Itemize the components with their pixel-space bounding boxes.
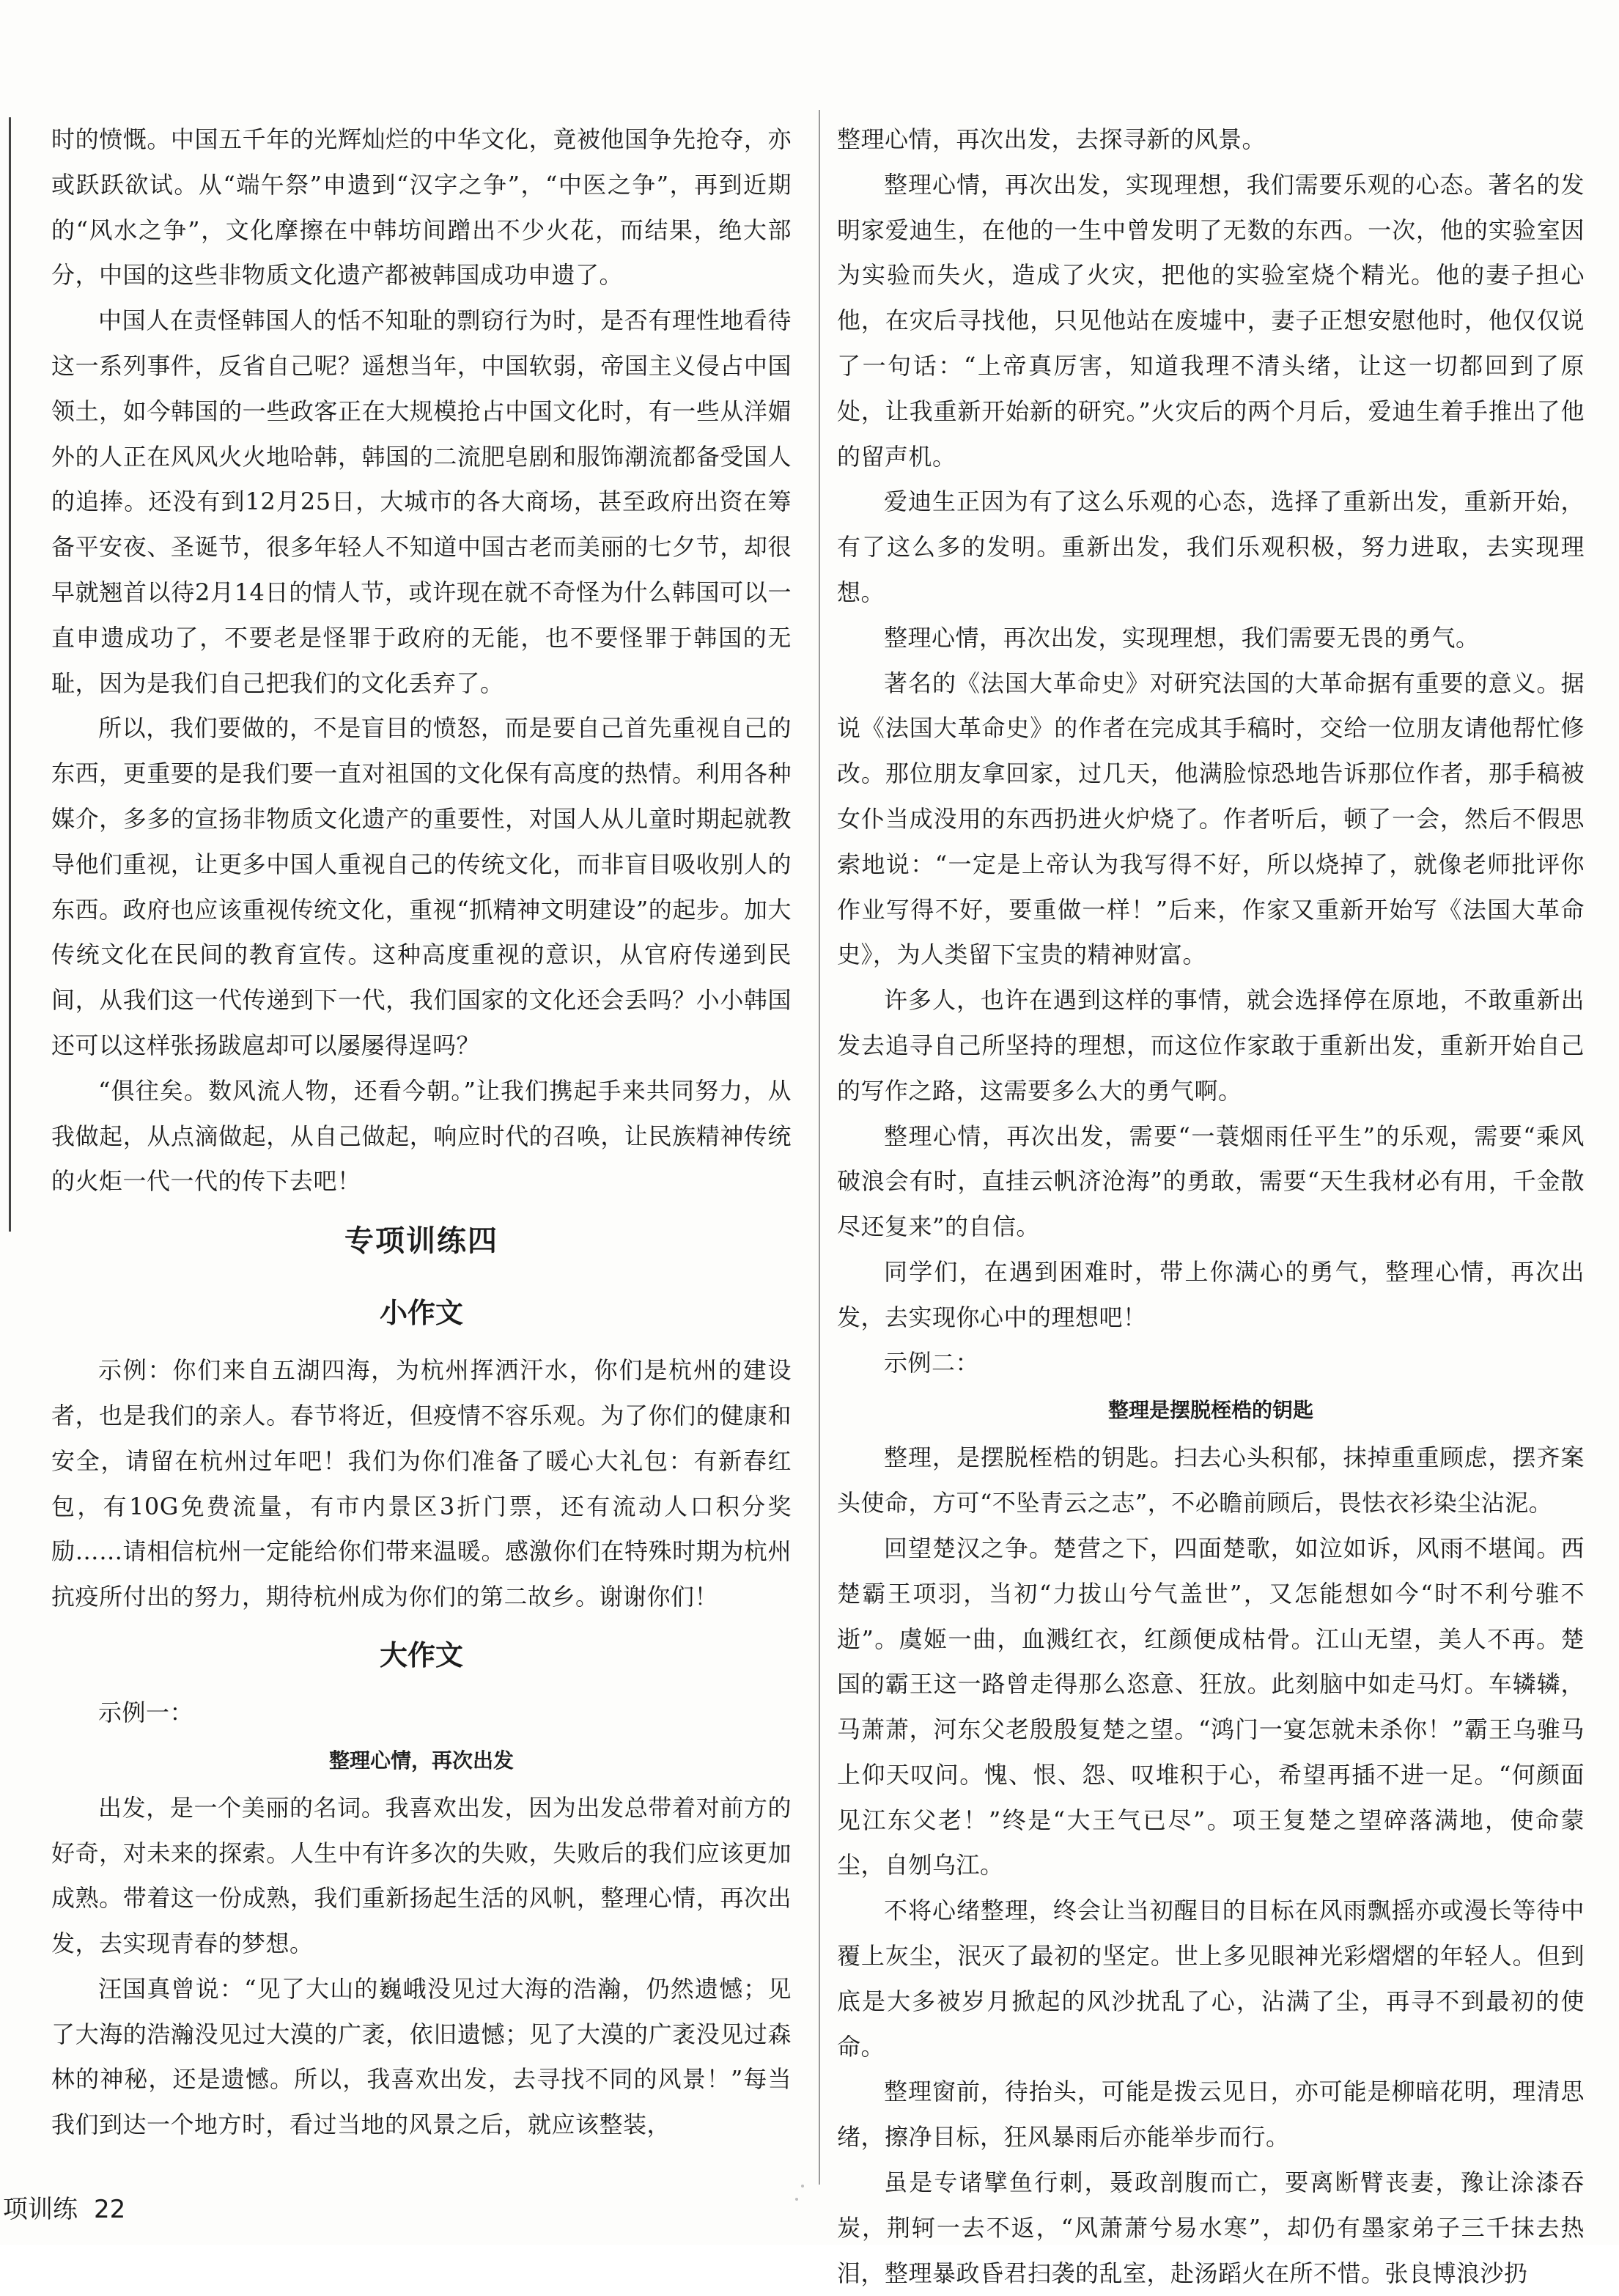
scan-speck <box>801 2185 804 2188</box>
paragraph: 整理心情，再次出发，需要“一蓑烟雨任平生”的乐观，需要“乘风破浪会有时，直挂云帆济沧海”的勇敢，需要“天生我材必有用，千金散尽还复来”的自信。 <box>837 1122 1585 1241</box>
paragraph: 整理心情，再次出发，实现理想，我们需要无畏的勇气。 <box>884 623 1480 652</box>
binding-rule <box>9 117 11 1232</box>
paragraph: 出发，是一个美丽的名词。我喜欢出发，因为出发总带着对前方的好奇，对未来的探索。人生中有许多次的失败，失败后的我们应该更加成熟。带着这一份成熟，我们重新扬起生活的风帆，整理心情，再次出发，去实现青春的梦想。 <box>51 1793 792 1958</box>
column-divider <box>819 110 820 2185</box>
scan-speck <box>795 2198 798 2201</box>
essay-one-title: 整理心情，再次出发 <box>328 1748 514 1773</box>
paragraph: “俱往矣。数风流人物，还看今朝。”让我们携起手来共同努力，从我做起，从点滴做起，从自己做起，响应时代的召唤，让民族精神传统的火炬一代一代的传下去吧！ <box>51 1076 792 1196</box>
essay-two-title: 整理是摆脱桎梏的钥匙 <box>1107 1398 1313 1423</box>
paragraph: 汪国真曾说：“见了大山的巍峨没见过大海的浩瀚，仍然遗憾；见了大海的浩瀚没见过大漠的广袤，依旧遗憾；见了大漠的广袤没见过森林的神秘，还是遗憾。所以，我喜欢出发，去寻找不同的风景！”每当我们到达一个地方时，看过当地的风景之后，就应该整装， <box>51 1974 792 2139</box>
paragraph: 时的愤慨。中国五千年的光辉灿烂的中华文化，竟被他国争先抢夺，亦或跃跃欲试。从“端午祭”申遗到“汉字之争”，“中医之争”，再到近期的“风水之争”，文化摩擦在中韩坊间蹭出不少火花，而结果，绝大部分，中国的这些非物质文化遗产都被韩国成功申遗了。 <box>51 125 792 290</box>
paragraph: 整理心情，再次出发，实现理想，我们需要乐观的心态。著名的发明家爱迪生，在他的一生中曾发明了无数的东西。一次，他的实验室因为实验而失火，造成了火灾，把他的实验室烧个精光。他的妻子担心他，在灾后寻找他，只见他站在废墟中，妻子正想安慰他时，他仅仅说了一句话：“上帝真厉害，知道我理不清头绪，让这一切都回到了原处，让我重新开始新的研究。”火灾后的两个月后，爱迪生着手推出了他的留声机。 <box>837 170 1585 471</box>
small-essay-text: 示例：你们来自五湖四海，为杭州挥洒汗水，你们是杭州的建设者，也是我们的亲人。春节将近，但疫情不容乐观。为了你们的健康和安全，请留在杭州过年吧！我们为你们准备了暖心大礼包：有新春红包，有10G免费流量，有市内景区3折门票，还有流动人口积分奖励……请相信杭州一定能给你们带来温暖。感激你们在特殊时期为杭州抗疫所付出的努力，期待杭州成为你们的第二故乡。谢谢你们！ <box>51 1356 792 1611</box>
paragraph: 许多人，也许在遇到这样的事情，就会选择停在原地，不敢重新出发去追寻自己所坚持的理想，而这位作家敢于重新出发，重新开始自己的写作之路，这需要多么大的勇气啊。 <box>837 986 1585 1105</box>
paragraph: 不将心绪整理，终会让当初醒目的目标在风雨飘摇亦或漫长等待中覆上灰尘，泯灭了最初的坚定。世上多见眼神光彩熠熠的年轻人。但到底是大多被岁月掀起的风沙扰乱了心，沾满了尘，再寻不到最初的使命。 <box>837 1896 1585 2061</box>
left-column <box>51 117 792 2148</box>
paragraph: 同学们，在遇到困难时，带上你满心的勇气，整理心情，再次出发，去实现你心中的理想吧！ <box>837 1257 1585 1331</box>
paragraph: 中国人在责怪韩国人的恬不知耻的剽窃行为时，是否有理性地看待这一系列事件，反省自己呢？遥想当年，中国软弱，帝国主义侵占中国领土，如今韩国的一些政客正在大规模抢占中国文化时，有一些从洋媚外的人正在风风火火地哈韩，韩国的二流肥皂剧和服饰潮流都备受国人的追捧。还没有到12月25日，大城市的各大商场，甚至政府出资在筹备平安夜、圣诞节，很多年轻人不知道中国古老而美丽的七夕节，却很早就翘首以待2月14日的情人节，或许现在就不奇怪为什么韩国可以一直申遗成功了，不要老是怪罪于政府的无能，也不要怪罪于韩国的无耻，因为是我们自己把我们的文化丢弃了。 <box>51 306 792 697</box>
paragraph: 回望楚汉之争。楚营之下，四面楚歌，如泣如诉，风雨不堪闻。西楚霸王项羽，当初“力拔山兮气盖世”，又怎能想如今“时不利兮骓不逝”。虞姬一曲，血溅红衣，红颜便成枯骨。江山无望，美人不再。楚国的霸王这一路曾走得那么恣意、狂放。此刻脑中如走马灯。车辚辚，马萧萧，河东父老殷殷复楚之望。“鸿门一宴怎就未杀你！”霸王乌骓马上仰天叹问。愧、恨、怨、叹堆积于心，希望再插不进一足。“何颜面见江东父老！”终是“大王气已尽”。项王复楚之望碎落满地，使命蒙尘，自刎乌江。 <box>837 1534 1585 1880</box>
example-two-label: 示例二： <box>884 1348 980 1377</box>
paragraph: 虽是专诸擘鱼行刺，聂政剖腹而亡，要离断臂丧妻，豫让涂漆吞炭，荆轲一去不返，“风萧萧兮易水寒”，却仍有墨家弟子三千抹去热泪，整理暴政昏君扫袭的乱室，赴汤蹈火在所不惜。张良博浪沙扔 <box>837 2168 1585 2287</box>
page-footer <box>3 2193 125 2226</box>
right-column <box>837 117 1585 2296</box>
small-essay-heading: 小作文 <box>379 1297 463 1330</box>
paragraph: 所以，我们要做的，不是盲目的愤怒，而是要自己首先重视自己的东西，更重要的是我们要一直对祖国的文化保有高度的热情。利用各种媒介，多多的宣扬非物质文化遗产的重要性，对国人从儿童时期起就教导他们重视，让更多中国人重视自己的传统文化，而非盲目吸收别人的东西。政府也应该重视传统文化，重视“抓精神文明建设”的起步。加大传统文化在民间的教育宣传。这种高度重视的意识，从官府传递到民间，从我们这一代传递到下一代，我们国家的文化还会丢吗？小小韩国还可以这样张扬跋扈却可以屡屡得逞吗？ <box>51 714 792 1059</box>
paragraph: 整理，是摆脱桎梏的钥匙。扫去心头积郁，抹掉重重顾虑，摆齐案头使命，方可“不坠青云之志”，不必瞻前顾后，畏怯衣衫染尘沾泥。 <box>837 1443 1585 1517</box>
example-one-label: 示例一： <box>98 1698 194 1726</box>
section-title: 专项训练四 <box>344 1224 498 1259</box>
big-essay-heading: 大作文 <box>379 1638 463 1671</box>
paragraph: 著名的《法国大革命史》对研究法国的大革命据有重要的意义。据说《法国大革命史》的作者在完成其手稿时，交给一位朋友请他帮忙修改。那位朋友拿回家，过几天，他满脸惊恐地告诉那位作者，那手稿被女仆当成没用的东西扔进火炉烧了。作者听后，顿了一会，然后不假思索地说：“一定是上帝认为我写得不好，所以烧掉了，就像老师批评你作业写得不好，要重做一样！”后来，作家又重新开始写《法国大革命史》，为人类留下宝贵的精神财富。 <box>837 669 1585 969</box>
page-number: 22 <box>94 2195 126 2224</box>
footer-label: 项训练 <box>3 2195 78 2224</box>
paragraph: 整理窗前，待抬头，可能是拨云见日，亦可能是柳暗花明，理清思绪，擦净目标，狂风暴雨后亦能举步而行。 <box>837 2078 1585 2152</box>
paragraph: 爱迪生正因为有了这么乐观的心态，选择了重新出发，重新开始，有了这么多的发明。重新出发，我们乐观积极，努力进取，去实现理想。 <box>837 487 1585 606</box>
paragraph: 整理心情，再次出发，去探寻新的风景。 <box>837 125 1266 153</box>
